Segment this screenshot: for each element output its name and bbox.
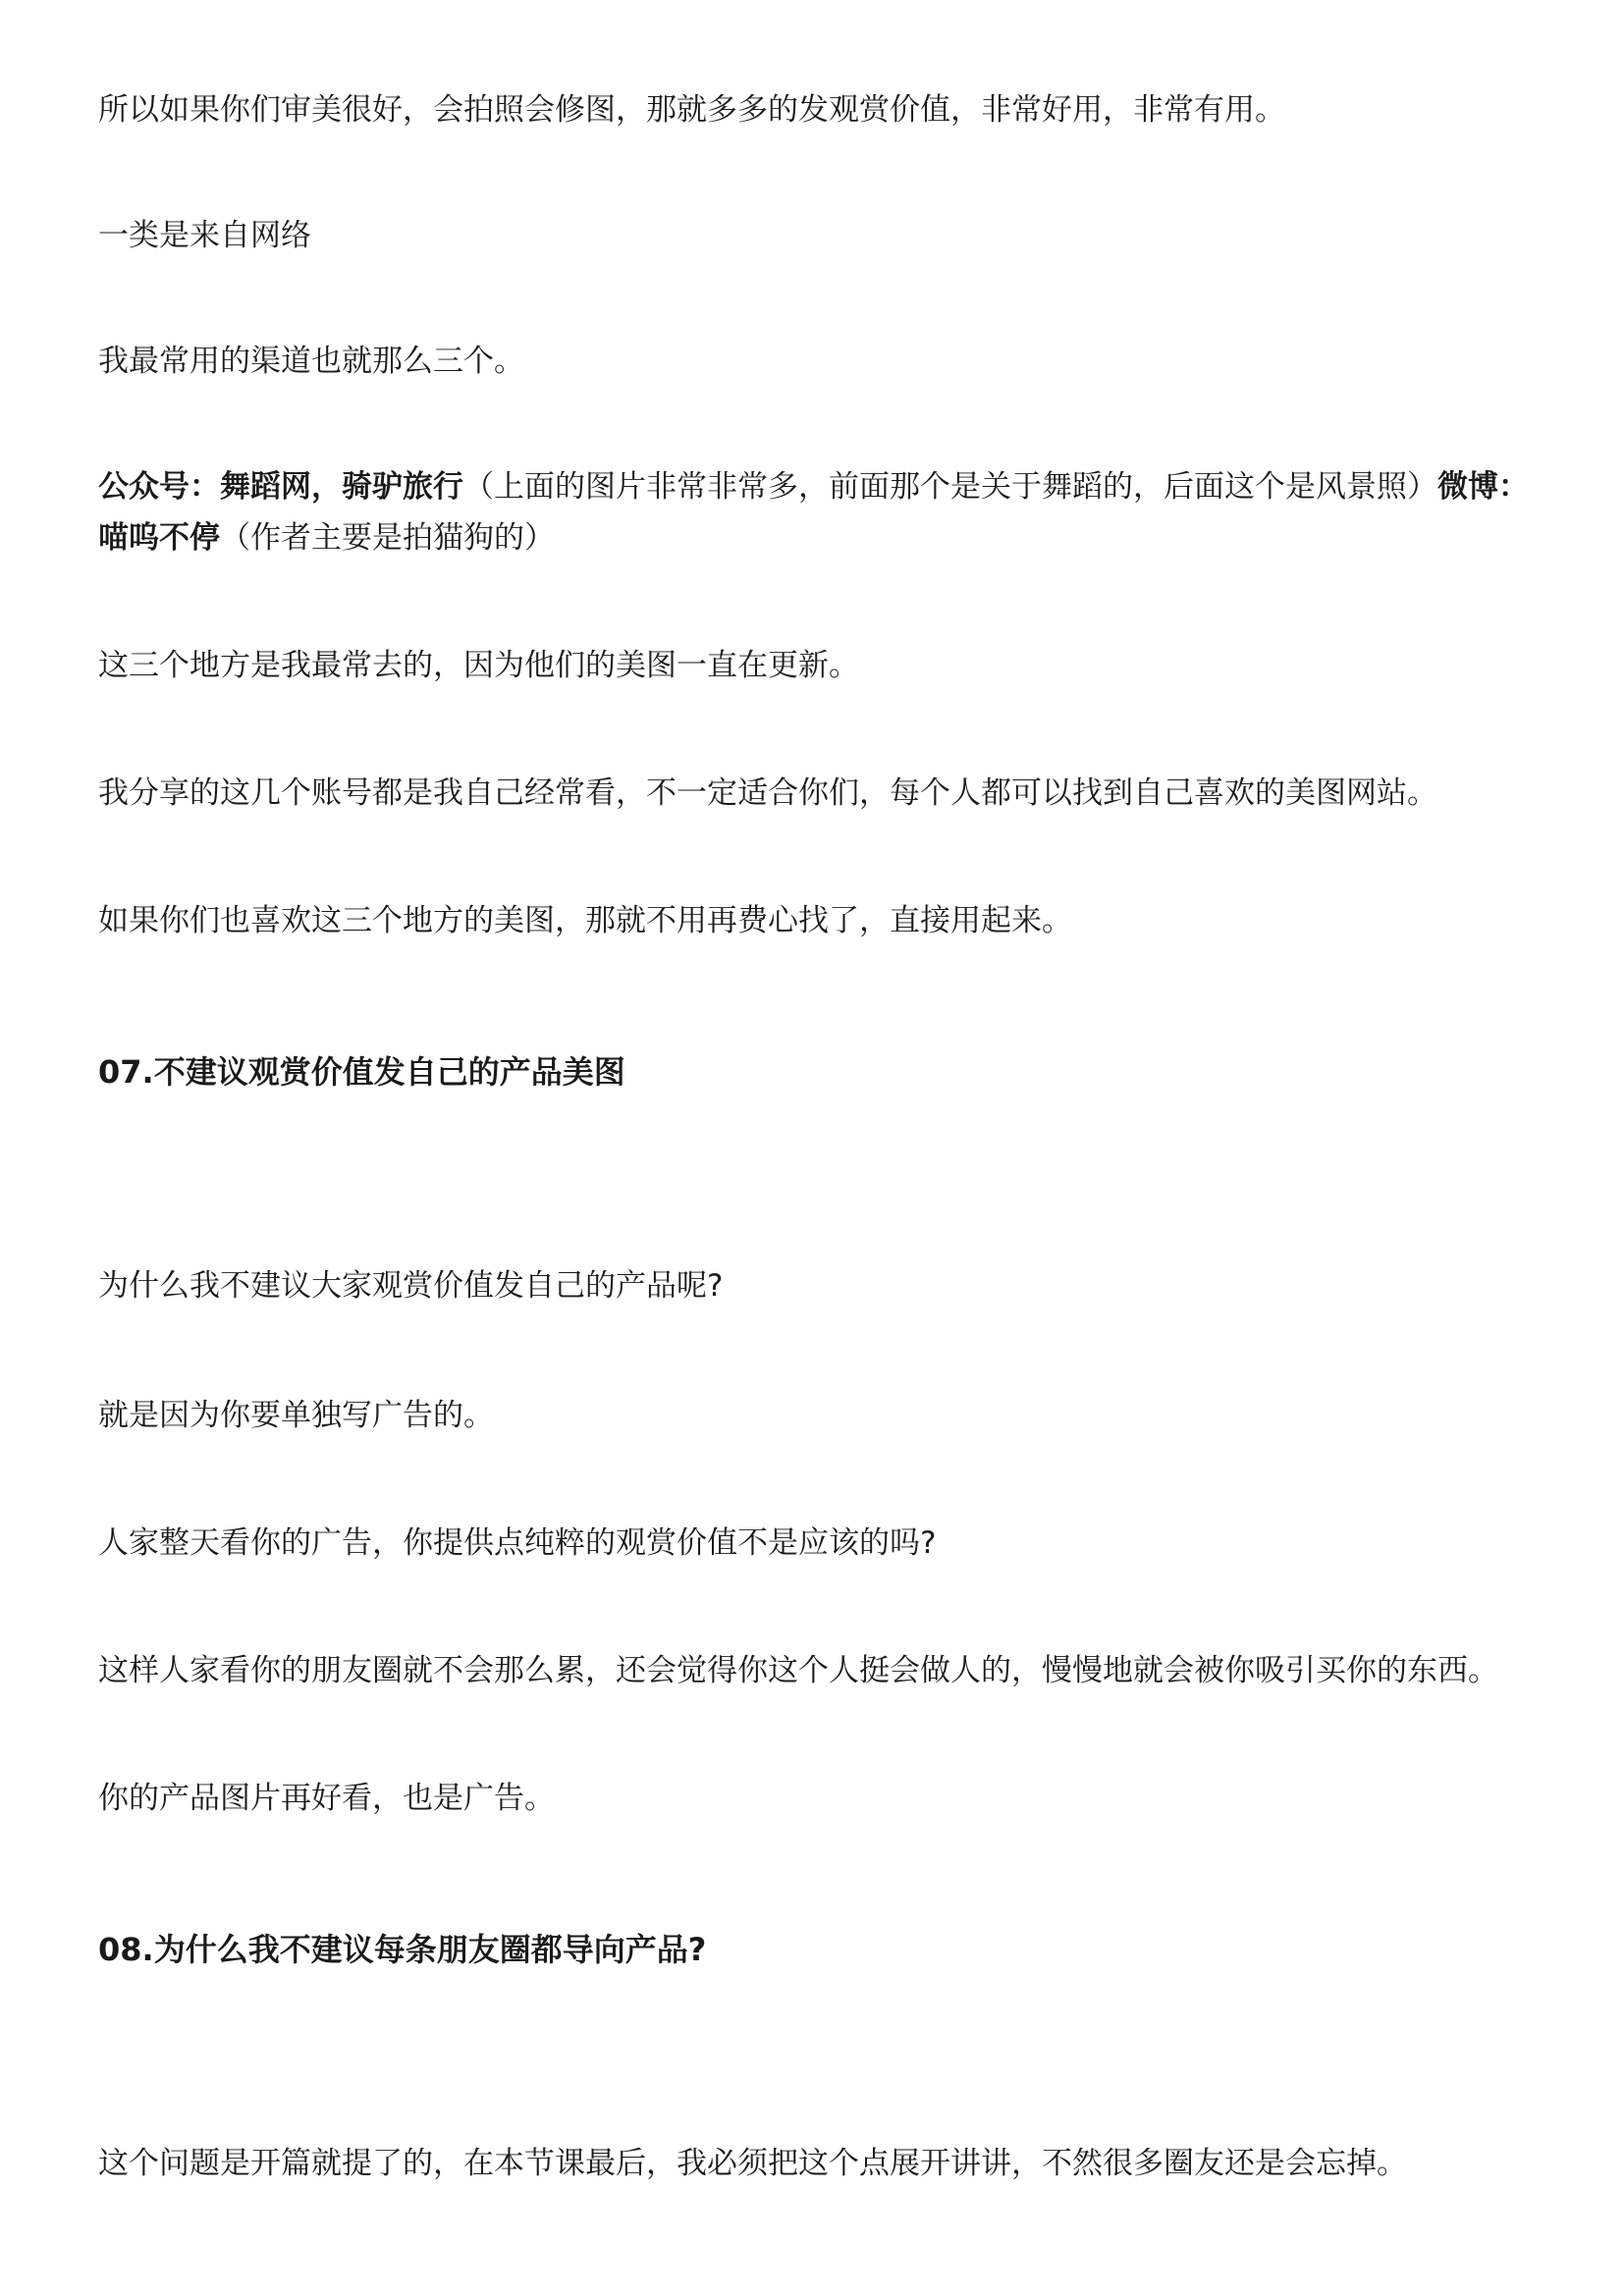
- section-heading-08: 08.为什么我不建议每条朋友圈都导向产品?: [98, 1931, 707, 1968]
- paragraph-not-tired: 这样人家看你的朋友圈就不会那么累，还会觉得你这个人挺会做人的，慢慢地就会被你吸引买你的东西。: [98, 1653, 1498, 1688]
- paragraph-network-source: 一类是来自网络: [98, 218, 311, 253]
- paragraph-why-not: 为什么我不建议大家观赏价值发自己的产品呢?: [98, 1268, 724, 1304]
- paragraph-channels: 我最常用的渠道也就那么三个。: [98, 344, 524, 379]
- paragraph-pure-value: 人家整天看你的广告，你提供点纯粹的观赏价值不是应该的吗?: [98, 1525, 937, 1561]
- paragraph-still-ad: 你的产品图片再好看，也是广告。: [98, 1781, 555, 1816]
- paragraph-opening-question: 这个问题是开篇就提了的，在本节课最后，我必须把这个点展开讲讲，不然很多圈友还是会忘掉。: [98, 2146, 1407, 2181]
- accounts-wechat-bold: 公众号：舞蹈网，骑驴旅行: [98, 469, 463, 505]
- paragraph-ads: 就是因为你要单独写广告的。: [98, 1398, 494, 1433]
- paragraph-aesthetic: 所以如果你们审美很好，会拍照会修图，那就多多的发观赏价值，非常好用，非常有用。: [98, 92, 1285, 128]
- paragraph-accounts: [98, 461, 1542, 563]
- accounts-wechat-note: （上面的图片非常非常多，前面那个是关于舞蹈的，后面这个是风景照）: [463, 469, 1437, 505]
- accounts-weibo-note: （作者主要是拍猫狗的）: [220, 520, 555, 556]
- paragraph-use-directly: 如果你们也喜欢这三个地方的美图，那就不用再费心找了，直接用起来。: [98, 903, 1072, 938]
- section-heading-07: 07.不建议观赏价值发自己的产品美图: [98, 1053, 625, 1091]
- paragraph-updates: 这三个地方是我最常去的，因为他们的美图一直在更新。: [98, 648, 859, 683]
- accounts-weibo-bold: 微博：喵呜不停: [98, 469, 1529, 556]
- paragraph-sharing: 我分享的这几个账号都是我自己经常看，不一定适合你们，每个人都可以找到自己喜欢的美图网站。: [98, 775, 1437, 811]
